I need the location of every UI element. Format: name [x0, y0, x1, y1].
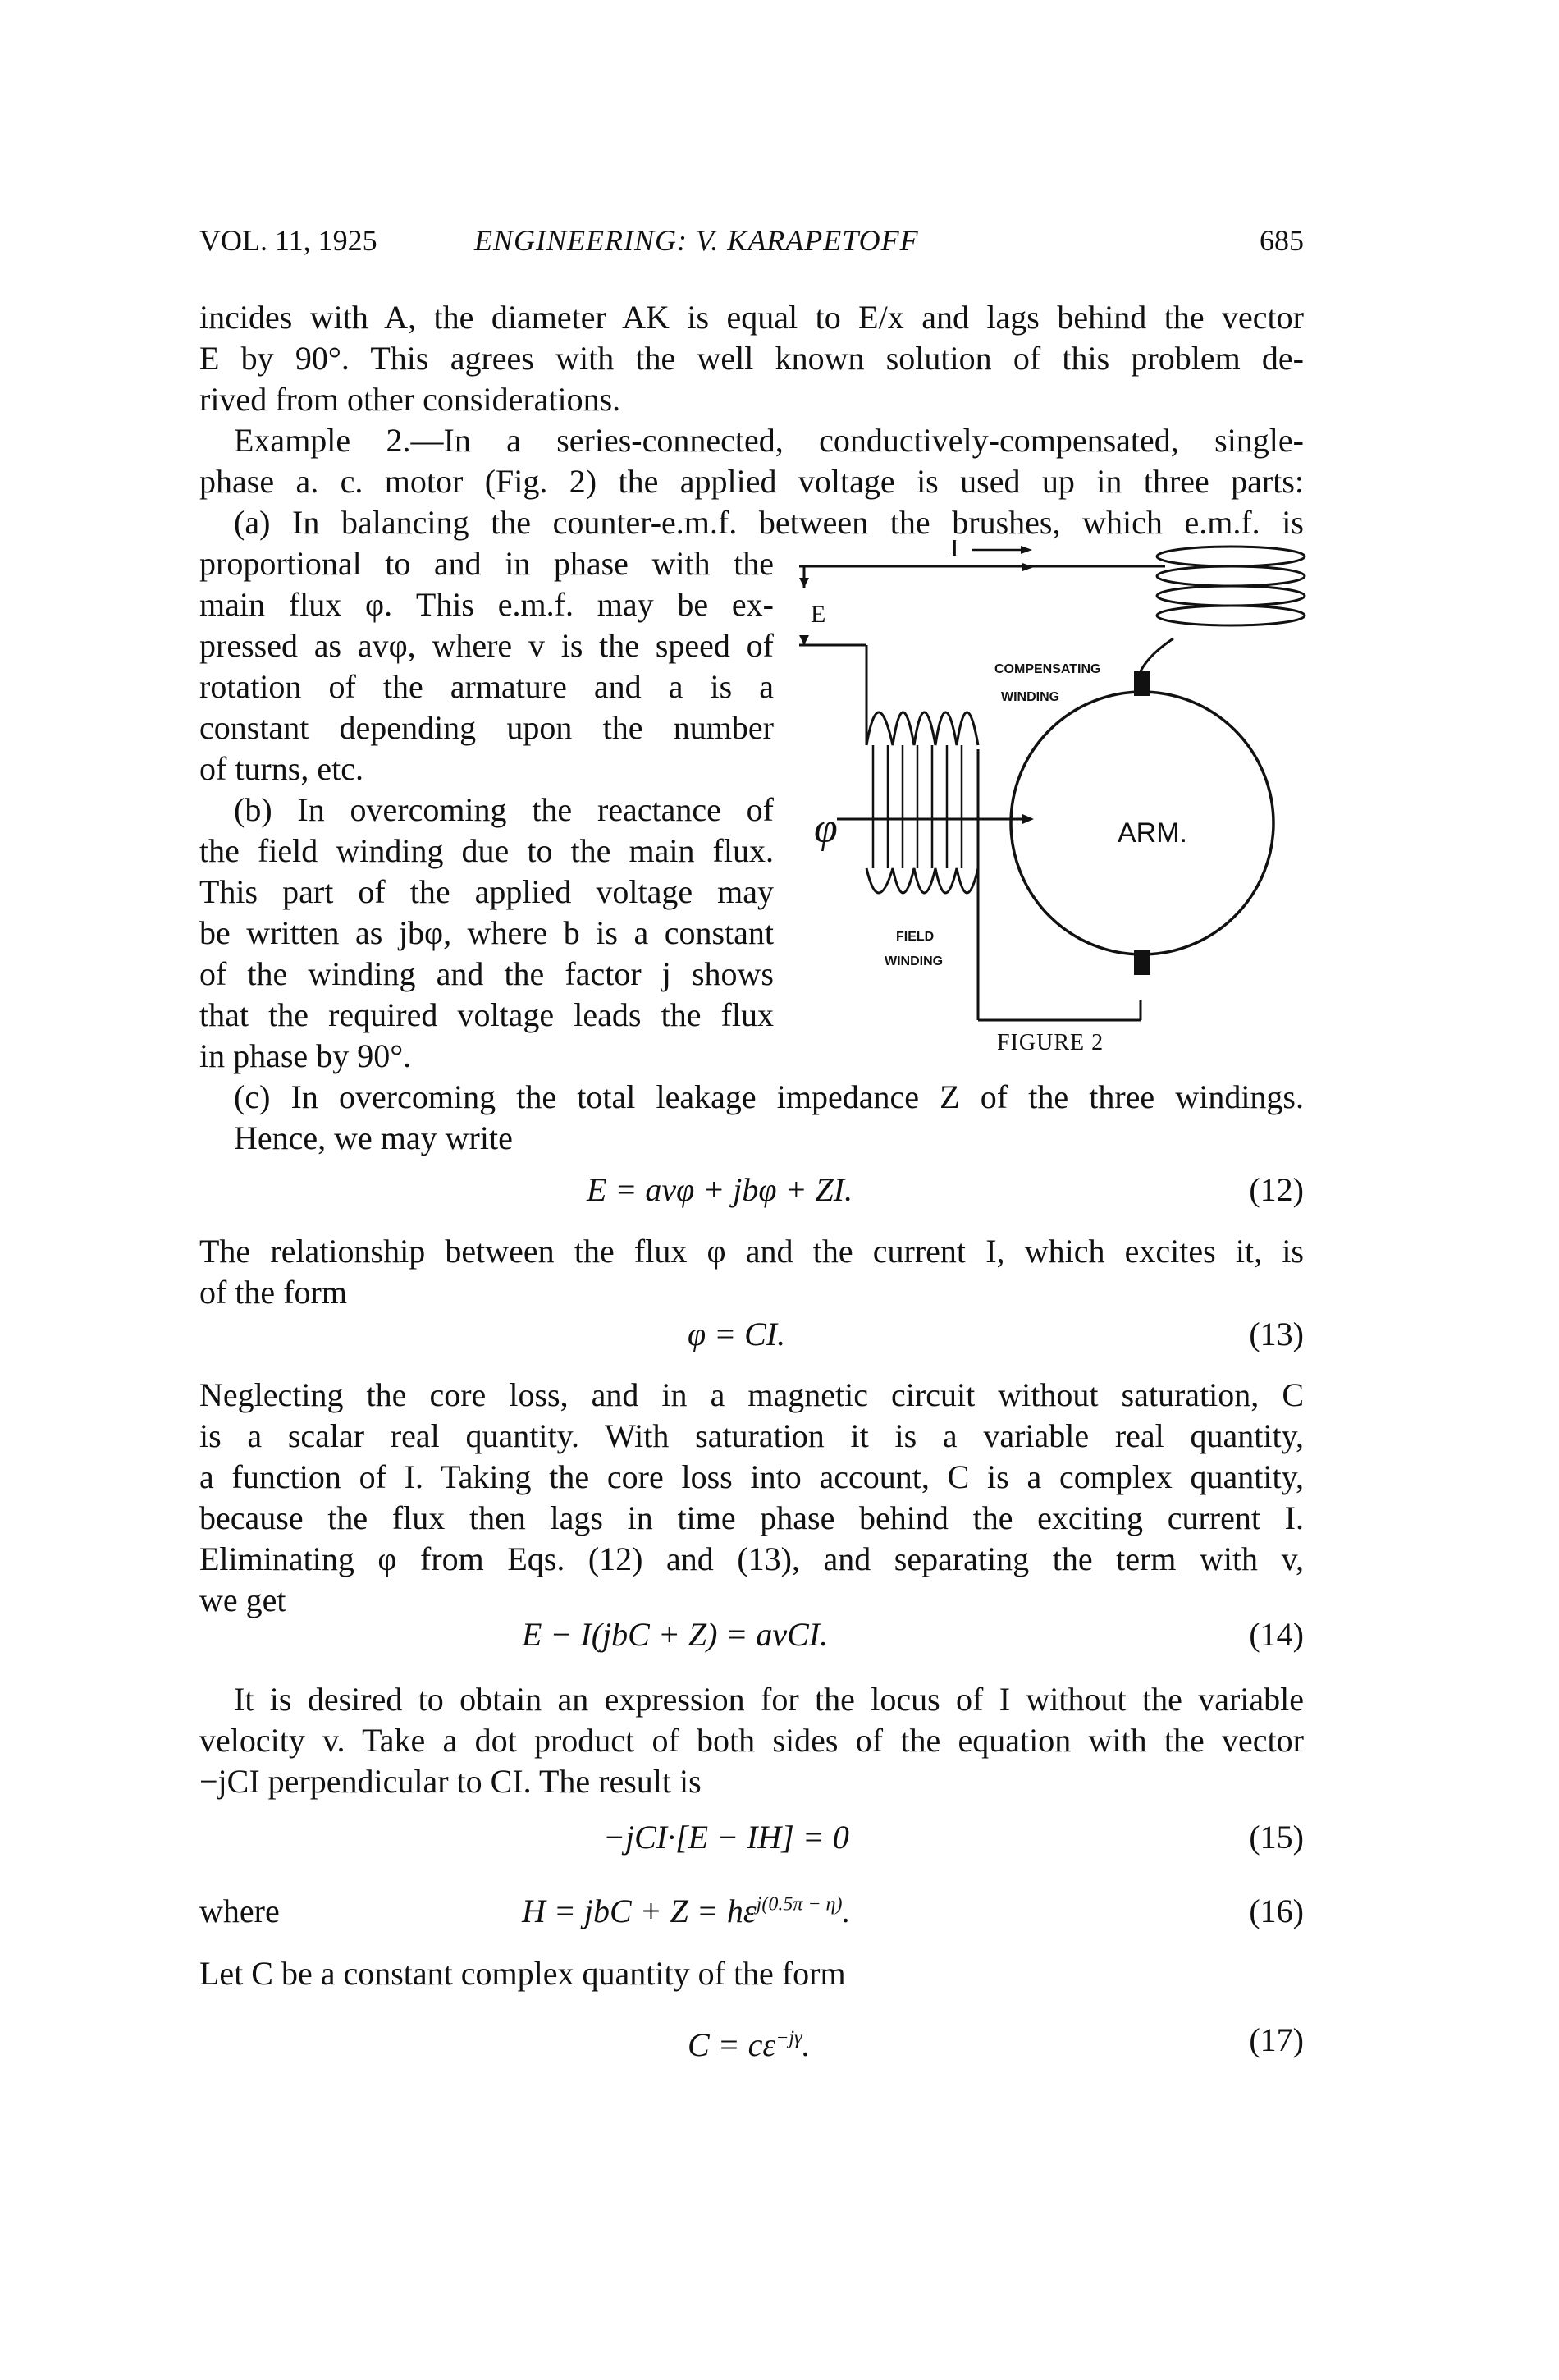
compensating-label: COMPENSATING: [994, 662, 1101, 676]
equation-17: [688, 2025, 811, 2064]
text-line: that the required voltage leads the flux: [199, 996, 774, 1033]
text-line: because the flux then lags in time phase behind the exciting current I.: [199, 1499, 1304, 1536]
volume-label: VOL. 11, 1925: [199, 224, 377, 257]
equation-number-15: (15): [1249, 1819, 1304, 1856]
comp-lead: [1141, 638, 1173, 671]
text-line: Hence, we may write: [234, 1119, 513, 1156]
equation-16-body: H = jbC + Z = hε: [522, 1893, 757, 1929]
text-line: rotation of the armature and a is a: [199, 668, 774, 705]
text-line: pressed as avφ, where v is the speed of: [199, 627, 774, 664]
part-c: [199, 1077, 1304, 1159]
text-line: This part of the applied voltage may: [199, 873, 774, 910]
comp-coil-3: [1157, 586, 1305, 606]
text-line: E by 90°. This agrees with the well known solution of this problem de-: [199, 340, 1304, 377]
paragraph-desired: [199, 1679, 1304, 1802]
paragraph-let: [199, 1953, 1304, 1994]
equation-17-exponent: −jγ: [775, 2027, 802, 2049]
current-arrowhead: [1022, 563, 1034, 571]
text-line: Eliminating φ from Eqs. (12) and (13), and separating the term with v,: [199, 1540, 1304, 1577]
text-line: Example 2.—In a series-connected, conductively-compensated, single-: [234, 422, 1304, 459]
flux-arrowhead: [1022, 814, 1034, 824]
text-line: proportional to and in phase with the: [199, 545, 774, 582]
equation-15: −jCI·[E − IH] = 0: [603, 1819, 849, 1856]
text-line: (a) In balancing the counter-e.m.f. between the brushes, which e.m.f. is: [234, 504, 1304, 541]
equation-number-12: (12): [1249, 1171, 1304, 1208]
text-line: The relationship between the flux φ and the current I, which excites it, is: [199, 1233, 1304, 1270]
text-line: (c) In overcoming the total leakage impedance Z of the three windings.: [234, 1078, 1304, 1115]
paragraph-continued: [199, 297, 1304, 420]
text-line: of turns, etc.: [199, 750, 363, 787]
equation-13: φ = CI.: [688, 1316, 786, 1352]
text-line: Let C be a constant complex quantity of the form: [199, 1955, 846, 1992]
page-number: 685: [1260, 224, 1304, 257]
text-line: of the form: [199, 1274, 347, 1311]
equation-17-body: C = cε: [688, 2026, 776, 2063]
text-line: −jCI perpendicular to CI. The result is: [199, 1763, 702, 1800]
where-label: where: [199, 1893, 280, 1929]
text-line: velocity v. Take a dot product of both sides of the equation with the vector: [199, 1722, 1304, 1759]
text-line: main flux φ. This e.m.f. may be ex-: [199, 586, 774, 623]
field-label: FIELD: [896, 930, 935, 944]
equation-16-tail: .: [842, 1893, 851, 1929]
figure-caption: FIGURE 2: [997, 1030, 1104, 1055]
paragraph-core-loss: [199, 1375, 1304, 1621]
brush-top: [1134, 671, 1150, 696]
text-line: rived from other considerations.: [199, 381, 621, 418]
comp-coil-2: [1157, 566, 1305, 586]
equation-17-tail: .: [802, 2026, 811, 2063]
compensating-label-2: WINDING: [1001, 690, 1060, 704]
example-2-intro: [199, 420, 1304, 543]
text-line: the field winding due to the main flux.: [199, 832, 774, 869]
text-line: constant depending upon the number: [199, 709, 774, 746]
current-label: I: [950, 540, 959, 562]
field-winding-top: [866, 712, 978, 745]
equation-number-13: (13): [1249, 1316, 1304, 1352]
running-title: ENGINEERING: V. KARAPETOFF: [474, 224, 919, 257]
text-line: phase a. c. motor (Fig. 2) the applied voltage is used up in three parts:: [199, 463, 1304, 500]
armature-label: ARM.: [1118, 817, 1187, 849]
equation-16: [522, 1892, 850, 1930]
text-line: Neglecting the core loss, and in a magnetic circuit without saturation, C: [199, 1376, 1304, 1413]
paragraph-flux: [199, 1231, 1304, 1313]
voltage-label: E: [811, 601, 826, 628]
comp-coil-4: [1157, 606, 1305, 625]
text-line: in phase by 90°.: [199, 1037, 412, 1074]
field-winding-bottom: [866, 868, 978, 893]
text-line: is a scalar real quantity. With saturation it is a variable real quantity,: [199, 1417, 1304, 1454]
field-winding-coils: [873, 745, 962, 868]
equation-14: E − I(jbC + Z) = avCI.: [522, 1616, 829, 1653]
text-line: (b) In overcoming the reactance of: [234, 791, 774, 828]
flux-label: φ: [814, 805, 838, 852]
equation-number-17: (17): [1249, 2021, 1304, 2058]
figure-2-diagram: [788, 540, 1313, 1065]
wrapped-text-column: [199, 543, 774, 1077]
equation-12: E = avφ + jbφ + ZI.: [587, 1171, 853, 1208]
voltage-arrowhead: [799, 578, 809, 588]
equation-16-exponent: j(0.5π − η): [756, 1893, 843, 1915]
equation-number-16: (16): [1249, 1893, 1304, 1929]
text-line: It is desired to obtain an expression for the locus of I without the variable: [234, 1681, 1304, 1718]
text-line: a function of I. Taking the core loss into account, C is a complex quantity,: [199, 1458, 1304, 1495]
comp-coil-1: [1157, 547, 1305, 566]
text-line: of the winding and the factor j shows: [199, 955, 774, 992]
brush-bottom: [1134, 950, 1150, 975]
text-line: be written as jbφ, where b is a constant: [199, 914, 774, 951]
equation-number-14: (14): [1249, 1616, 1304, 1653]
text-line: incides with A, the diameter AK is equal to E/x and lags behind the vector: [199, 299, 1304, 336]
text-line: we get: [199, 1581, 286, 1618]
field-label-2: WINDING: [885, 954, 944, 968]
